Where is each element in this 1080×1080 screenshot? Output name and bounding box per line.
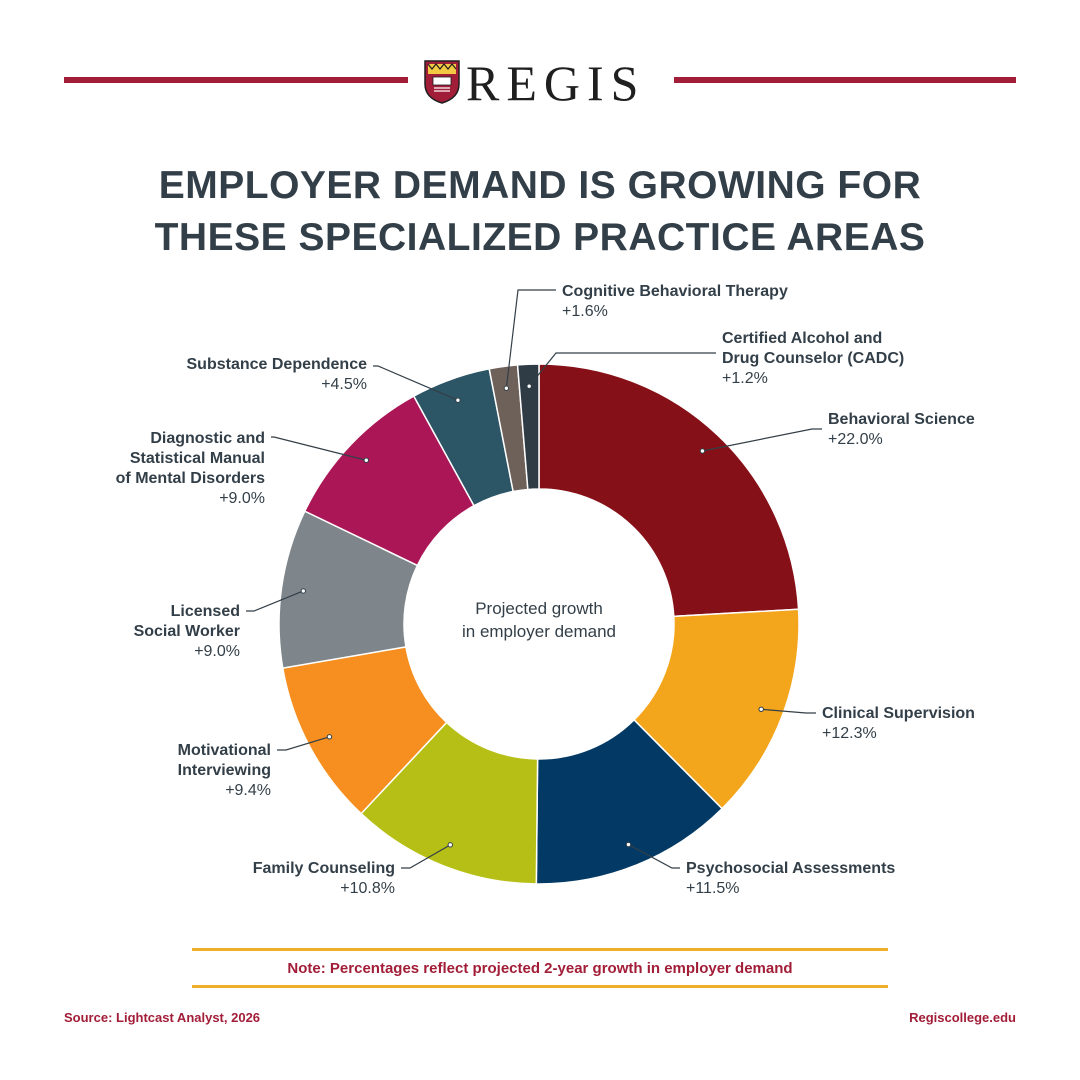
leader-dot-motivational-interviewing — [327, 735, 331, 739]
label-name-line: Psychosocial Assessments — [686, 860, 896, 877]
label-value: +9.4% — [225, 782, 271, 799]
label-cognitive-behavioral-therapy — [562, 283, 788, 320]
label-psychosocial-assessments — [686, 860, 895, 897]
website-link[interactable]: Regiscollege.edu — [909, 1010, 1016, 1025]
label-name-line: Drug Counselor (CADC) — [722, 350, 905, 367]
leader-dot-cognitive-behavioral-therapy — [504, 386, 508, 390]
label-name-line: Cognitive Behavioral Therapy — [562, 283, 788, 300]
leader-dot-substance-dependence — [456, 398, 460, 402]
center-label-line-1: Projected growth — [475, 599, 603, 618]
label-value: +9.0% — [194, 643, 240, 660]
label-family-counseling — [253, 860, 395, 897]
label-value: +1.6% — [562, 303, 608, 320]
label-name-line: Interviewing — [177, 762, 271, 779]
label-substance-dependence — [187, 356, 368, 393]
label-name-line: Diagnostic and — [150, 430, 265, 447]
leader-dot-certified-alcohol-and-drug-counselor-cadc — [527, 384, 531, 388]
label-value: +10.8% — [340, 880, 395, 897]
note-rule-top — [192, 948, 888, 951]
label-name-line: Statistical Manual — [129, 450, 265, 467]
leader-dot-psychosocial-assessments — [626, 842, 630, 846]
label-certified-alcohol-and-drug-counselor-cadc — [722, 330, 904, 387]
label-name-line: of Mental Disorders — [115, 470, 265, 487]
label-name-line: Clinical Supervision — [822, 705, 975, 722]
page-title-line-2: THESE SPECIALIZED PRACTICE AREAS — [154, 216, 926, 259]
slice-behavioral-science — [539, 364, 799, 616]
label-name-line: Certified Alcohol and — [722, 330, 883, 347]
page-title-line-1: EMPLOYER DEMAND IS GROWING FOR — [158, 164, 922, 207]
label-name-line: Substance Dependence — [186, 356, 367, 373]
brand-wordmark: REGIS — [466, 55, 646, 111]
leader-dot-diagnostic-and-statistical-manual-of-mental-disorders — [364, 458, 368, 462]
label-name-line: Family Counseling — [252, 860, 395, 877]
note-rule-bottom — [192, 985, 888, 988]
source-text: Source: Lightcast Analyst, 2026 — [64, 1010, 261, 1025]
label-value: +9.0% — [219, 490, 265, 507]
center-label-line-2: in employer demand — [461, 622, 617, 641]
label-name-line: Motivational — [177, 742, 271, 759]
label-value: +22.0% — [828, 431, 883, 448]
label-licensed-social-worker — [134, 603, 240, 660]
label-value: +12.3% — [822, 725, 877, 742]
leader-dot-behavioral-science — [700, 449, 704, 453]
label-motivational-interviewing — [178, 742, 271, 799]
label-clinical-supervision — [822, 705, 975, 742]
label-value: +1.2% — [722, 370, 768, 387]
leader-dot-clinical-supervision — [759, 707, 763, 711]
leader-dot-licensed-social-worker — [301, 589, 305, 593]
label-name-line: Social Worker — [133, 623, 240, 640]
label-behavioral-science — [828, 411, 975, 448]
label-name-line: Behavioral Science — [828, 411, 975, 428]
label-name-line: Licensed — [170, 603, 240, 620]
leader-dot-family-counseling — [448, 843, 452, 847]
label-value: +4.5% — [321, 376, 367, 393]
label-value: +11.5% — [686, 880, 740, 897]
note-text: Note: Percentages reflect projected 2-year growth in employer demand — [287, 960, 793, 977]
label-diagnostic-and-statistical-manual-of-mental-disorders — [116, 430, 265, 507]
